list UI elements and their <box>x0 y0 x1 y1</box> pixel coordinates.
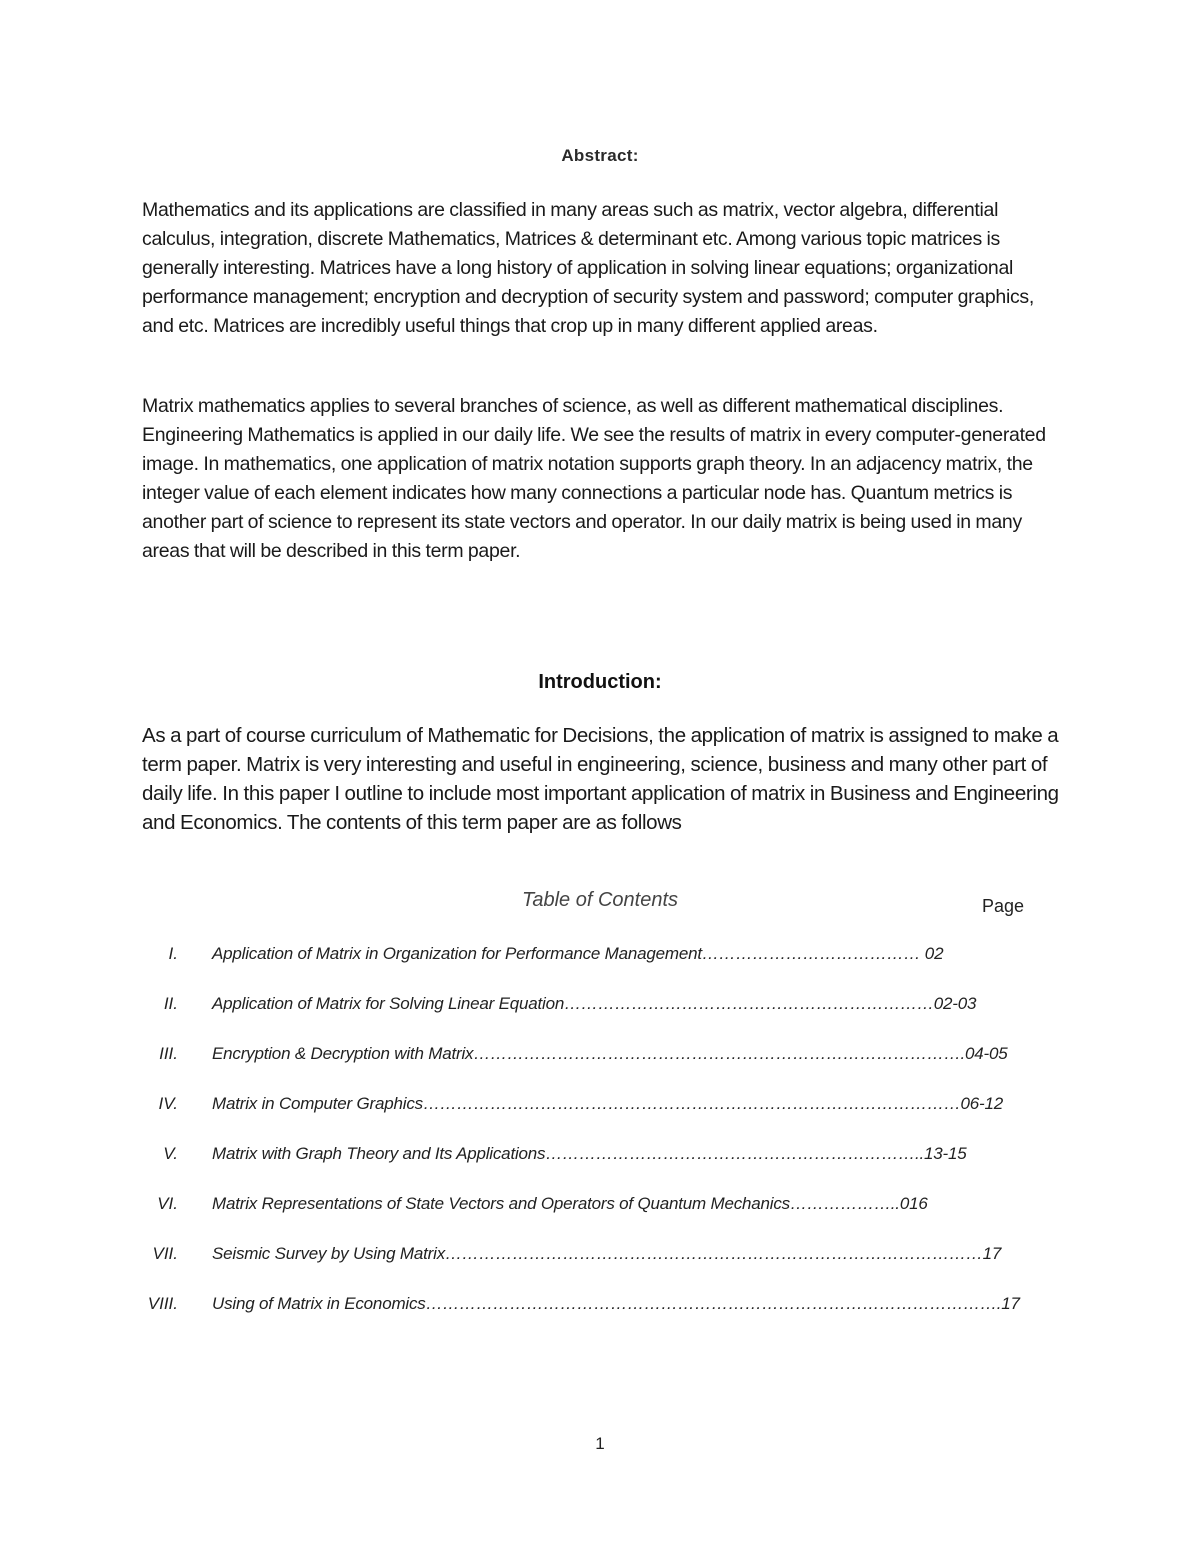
toc-entry-text: Using of Matrix in Economics………………………………………………………………………………………….17 <box>212 1294 1020 1313</box>
introduction-heading: Introduction: <box>538 671 662 693</box>
toc-entry-number: VII. <box>152 1244 178 1263</box>
toc-entry-text: Matrix with Graph Theory and Its Applications…………………………………………………………..13-15 <box>212 1144 967 1163</box>
toc-entry-number: II. <box>163 994 178 1013</box>
introduction-paragraph: As a part of course curriculum of Mathematic for Decisions, the application of matrix is assigned to make a term paper. Matrix is very interesting and useful in engineering, science, business and many other part of daily life. In this paper I outline to include most important application of matrix in Business and Engineering and Economics. The contents of this term paper are as follows <box>142 724 1059 834</box>
toc-entry <box>0 1038 1200 1072</box>
toc-entry <box>0 938 1200 972</box>
toc-entry-text: Matrix in Computer Graphics……………………………………………………………………………………06-12 <box>212 1094 1004 1113</box>
toc-page-column-header: Page <box>982 896 1025 916</box>
toc-entry-number: IV. <box>158 1094 178 1113</box>
page-number: 1 <box>595 1434 605 1453</box>
abstract-heading: Abstract: <box>561 146 639 165</box>
abstract-paragraph-1: Mathematics and its applications are classified in many areas such as matrix, vector algebra, differential calculus, integration, discrete Mathematics, Matrices & determinant etc. Among various topic matrices is generally interesting. Matrices have a long history of application in solving linear equations; organizational performance management; encryption and decryption of security system and password; computer graphics, and etc. Matrices are incredibly useful things that crop up in many different applied areas. <box>142 199 1034 337</box>
toc-entry <box>0 1188 1200 1222</box>
toc-entry-text: Seismic Survey by Using Matrix……………………………………………………………………………………17 <box>212 1244 1002 1263</box>
toc-entry <box>0 1288 1200 1322</box>
toc-entry-text: Matrix Representations of State Vectors and Operators of Quantum Mechanics………………..016 <box>212 1194 928 1213</box>
toc-entry <box>0 1238 1200 1272</box>
toc-entry-number: I. <box>168 944 178 963</box>
abstract-paragraph-2: Matrix mathematics applies to several branches of science, as well as different mathematical disciplines. Engineering Mathematics is applied in our daily life. We see the results of matrix in every computer-generated image. In mathematics, one application of matrix notation supports graph theory. In an adjacency matrix, the integer value of each element indicates how many connections a particular node has. Quantum metrics is another part of science to represent its state vectors and operator. In our daily matrix is being used in many areas that will be described in this term paper. <box>142 395 1046 562</box>
toc-entry-text: Application of Matrix in Organization for Performance Management………………………………… 02 <box>212 944 944 963</box>
toc-entry <box>0 988 1200 1022</box>
toc-entry <box>0 1088 1200 1122</box>
toc-entry-number: V. <box>163 1144 178 1163</box>
toc-entry-number: VI. <box>157 1194 178 1213</box>
toc-entry-text: Encryption & Decryption with Matrix…………………………………………………………………………….04-05 <box>212 1044 1008 1063</box>
toc-entry <box>0 1138 1200 1172</box>
toc-entry-text: Application of Matrix for Solving Linear Equation…………………………………………………………02-03 <box>212 994 977 1013</box>
toc-entry-number: III. <box>159 1044 178 1063</box>
toc-title: Table of Contents <box>521 889 679 911</box>
toc-entry-number: VIII. <box>147 1294 178 1313</box>
